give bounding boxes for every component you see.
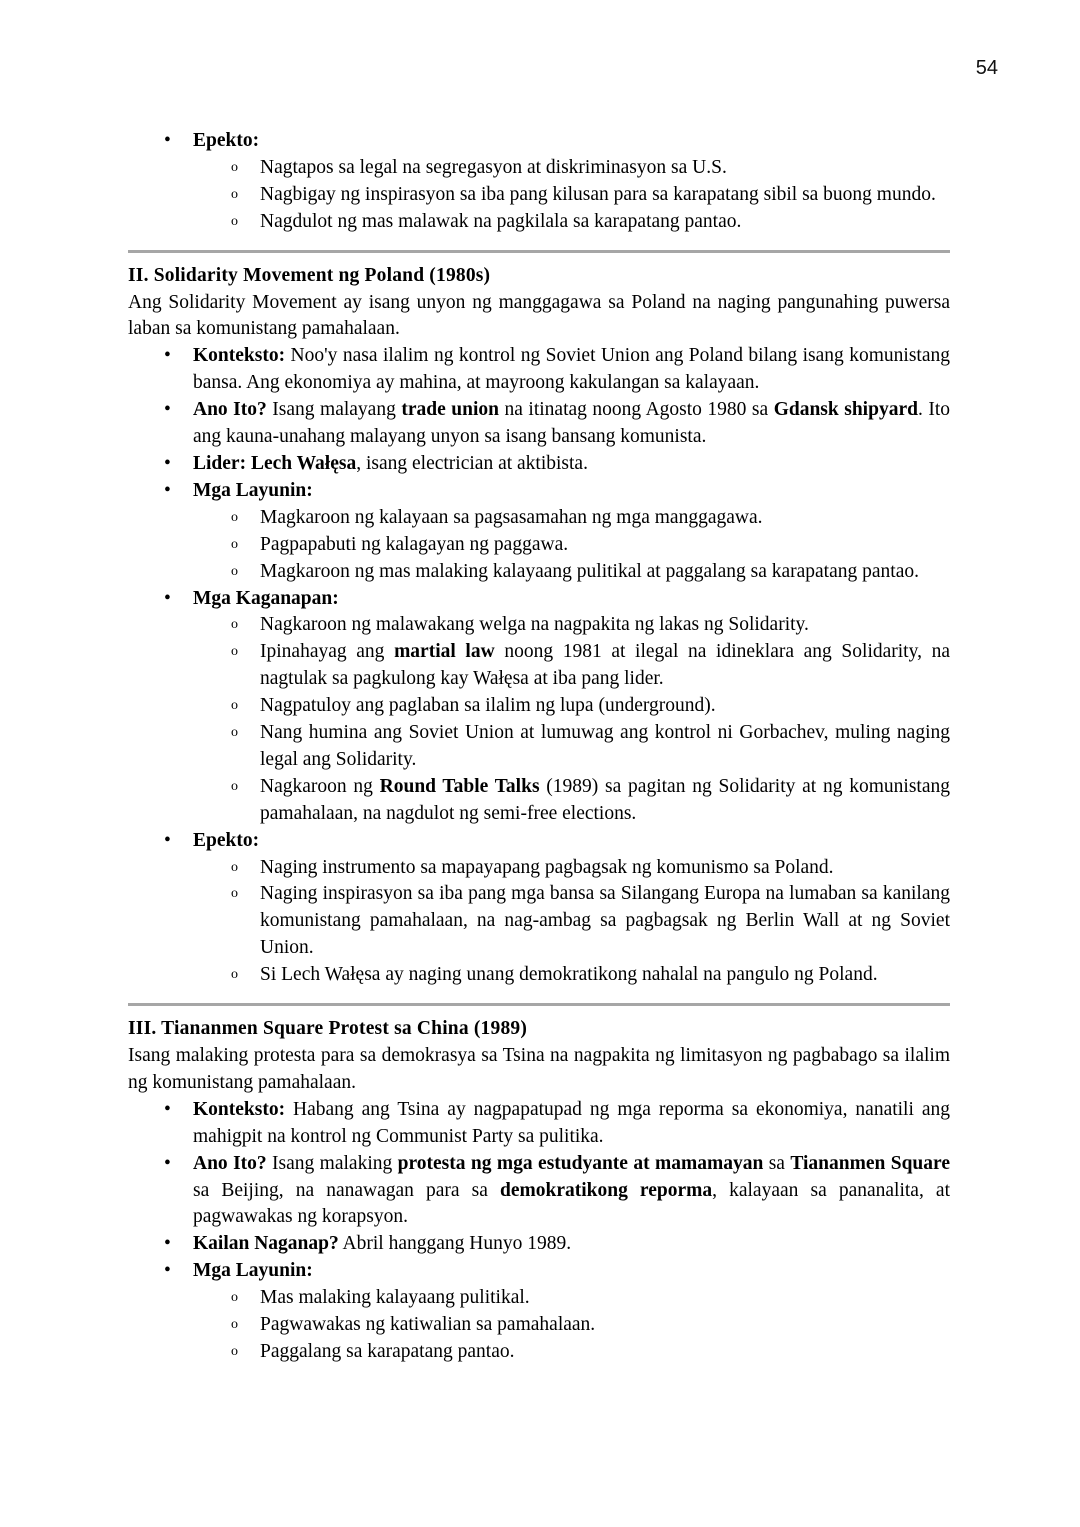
- ano-ito-label: Ano Ito?: [193, 399, 267, 421]
- section-divider: [128, 250, 950, 253]
- list-item: [193, 774, 950, 828]
- bullet-dot-icon: •: [164, 587, 171, 609]
- bullet-dot-icon: •: [164, 829, 171, 851]
- list-item-text-1: Nagkaroon ng: [260, 775, 380, 797]
- ano-ito-text-4: , kalayaan sa pananalita, at pagwawakas ng korapsyon.: [193, 1179, 950, 1228]
- list-item: [193, 1339, 950, 1366]
- list-item: [193, 559, 950, 586]
- section-iii-intro: Isang malaking protesta para sa demokrasya sa Tsina na nagpakita ng limitasyon ng pagbabago sa ilalim ng komunistang pamahalaan.: [128, 1045, 950, 1093]
- list-item-text: Nagdulot ng mas malawak na pagkilala sa karapatang pantao.: [260, 210, 742, 232]
- ano-ito-text-1: Isang malayang: [266, 399, 402, 421]
- konteksto-text: Habang ang Tsina ay nagpapatupad ng mga reporma sa ekonomiya, nanatili ang mahigpit na kontrol ng Communist Party sa pulitika.: [193, 1098, 950, 1147]
- bullet-dot-icon: •: [164, 345, 171, 367]
- bullet-circle-icon: o: [231, 186, 238, 202]
- ano-ito-text-3: . Ito ang kauna-unahang malayang unyon sa isang bansang komunista.: [193, 399, 950, 448]
- list-item-text: Pagpapabuti ng kalagayan ng paggawa.: [260, 533, 569, 555]
- bullet-circle-icon: o: [231, 509, 238, 525]
- lider-label: Lider: Lech Wałęsa: [193, 452, 357, 474]
- epekto-sublist: [193, 855, 950, 990]
- list-item-ano-ito: [128, 397, 950, 451]
- list-item-text: Nagbigay ng inspirasyon sa iba pang kilusan para sa karapatang sibil sa buong mundo.: [260, 183, 936, 205]
- lider-text: , isang electrician at aktibista.: [356, 452, 588, 474]
- list-item-bold: martial law: [394, 641, 495, 663]
- list-item-text-1: Ipinahayag ang: [260, 641, 395, 663]
- list-item: [193, 532, 950, 559]
- list-item-text: Naging inspirasyon sa iba pang mga bansa sa Silangang Europa na lumaban sa kanilang komunistang pamahalaan, na nag-ambag sa pagbagsak ng Berlin Wall at ng Soviet Union.: [260, 883, 950, 959]
- ano-ito-text-2: sa: [763, 1152, 791, 1174]
- konteksto-label: Konteksto:: [193, 1098, 286, 1120]
- bullet-dot-icon: •: [164, 1098, 171, 1120]
- bullet-circle-icon: o: [231, 725, 238, 741]
- list-item-text: Nagpatuloy ang paglaban sa ilalim ng lupa (underground).: [260, 695, 716, 717]
- ano-ito-text-2: na itinatag noong Agosto 1980 sa: [498, 399, 774, 421]
- kailan-label: Kailan Naganap?: [193, 1233, 339, 1255]
- list-item-text-2: (1989) sa pagitan ng Solidarity at ng komunistang pamahalaan, na nagdulot ng semi-free elections.: [260, 775, 950, 824]
- list-item-kaganapan: [128, 586, 950, 828]
- bullet-circle-icon: o: [231, 644, 238, 660]
- layunin-heading: Mga Layunin:: [193, 479, 313, 501]
- bullet-circle-icon: o: [231, 213, 238, 229]
- bullet-circle-icon: o: [231, 967, 238, 983]
- top-epekto-sublist: [193, 155, 950, 236]
- list-item: [193, 505, 950, 532]
- bullet-dot-icon: •: [164, 130, 171, 151]
- list-item-text: Nagkaroon ng malawakang welga na nagpakita ng lakas ng Solidarity.: [260, 614, 809, 636]
- list-item-bold: Round Table Talks: [379, 775, 540, 797]
- list-item: [193, 855, 950, 882]
- list-item-text: Magkaroon ng mas malaking kalayaang pulitikal at paggalang sa karapatang pantao.: [260, 560, 919, 582]
- ano-ito-bold-2: Tiananmen Square: [790, 1152, 950, 1174]
- ano-ito-label: Ano Ito?: [193, 1152, 267, 1174]
- ano-ito-bold-1: trade union: [401, 399, 499, 421]
- bullet-circle-icon: o: [231, 617, 238, 633]
- section-ii-title: II. Solidarity Movement ng Poland (1980s): [128, 264, 491, 286]
- ano-ito-bold-2: Gdansk shipyard: [773, 399, 918, 421]
- bullet-circle-icon: o: [231, 1290, 238, 1306]
- list-item: [193, 720, 950, 774]
- ano-ito-text-3: sa Beijing, na nanawagan para sa: [193, 1179, 500, 1201]
- top-epekto-list: [128, 128, 950, 236]
- bullet-circle-icon: o: [231, 1317, 238, 1333]
- list-item-epekto: [128, 828, 950, 989]
- ano-ito-bold-1: protesta ng mga estudyante at mamamayan: [397, 1152, 764, 1174]
- section-iii-title: III. Tiananmen Square Protest sa China (1989): [128, 1018, 528, 1040]
- list-item: [193, 182, 950, 209]
- list-item-text: Magkaroon ng kalayaan sa pagsasamahan ng mga manggagawa.: [260, 506, 763, 528]
- list-item: [193, 1312, 950, 1339]
- list-item-text: Si Lech Wałęsa ay naging unang demokratikong nahalal na pangulo ng Poland.: [260, 964, 878, 986]
- konteksto-text: Noo'y nasa ilalim ng kontrol ng Soviet Union ang Poland bilang isang komunistang bansa. Ang ekonomiya ay mahina, at mayroong kakulangan sa kalayaan.: [193, 345, 950, 394]
- page-number: 54: [975, 57, 998, 79]
- layunin-heading: Mga Layunin:: [193, 1260, 313, 1282]
- bullet-circle-icon: o: [231, 886, 238, 902]
- list-item-text-2: noong 1981 at ilegal na idineklara ang Solidarity, na nagtulak sa pagkulong kay Wałęsa at iba pang lider.: [260, 641, 950, 690]
- layunin-sublist: [193, 1285, 950, 1366]
- section-iii-list: [128, 1097, 950, 1366]
- list-item: [193, 962, 950, 989]
- bullet-dot-icon: •: [164, 479, 171, 501]
- list-item-text: Pagwawakas ng katiwalian sa pamahalaan.: [260, 1314, 596, 1336]
- list-item-konteksto: [128, 343, 950, 397]
- list-item-layunin: [128, 478, 950, 586]
- bullet-dot-icon: •: [164, 1152, 171, 1174]
- list-item: [193, 612, 950, 639]
- list-item: [193, 209, 950, 236]
- list-item-text: Mas malaking kalayaang pulitikal.: [260, 1287, 530, 1309]
- bullet-circle-icon: o: [231, 1343, 238, 1359]
- list-item: [128, 128, 950, 236]
- kailan-text: Abril hanggang Hunyo 1989.: [338, 1233, 572, 1255]
- bullet-dot-icon: •: [164, 452, 171, 474]
- bullet-circle-icon: o: [231, 536, 238, 552]
- bullet-circle-icon: o: [231, 859, 238, 875]
- list-item-kailan: [128, 1231, 950, 1258]
- section-ii-list: [128, 343, 950, 989]
- section-ii-intro: Ang Solidarity Movement ay isang unyon ng manggagawa sa Poland na naging pangunahing puwersa laban sa komunistang pamahalaan.: [128, 291, 950, 340]
- list-item: [193, 155, 950, 182]
- list-item-lider: [128, 451, 950, 478]
- kaganapan-sublist: [193, 612, 950, 827]
- list-item: [193, 639, 950, 693]
- list-item: [193, 881, 950, 962]
- list-item: [193, 693, 950, 720]
- layunin-sublist: [193, 505, 950, 586]
- list-item-text: Paggalang sa karapatang pantao.: [260, 1340, 515, 1362]
- list-item-text: Nang humina ang Soviet Union at lumuwag ang kontrol ni Gorbachev, muling naging legal ang Solidarity.: [260, 722, 950, 770]
- list-item-layunin: [128, 1258, 950, 1366]
- list-item-konteksto: [128, 1097, 950, 1151]
- bullet-dot-icon: •: [164, 399, 171, 421]
- bullet-dot-icon: •: [164, 1233, 171, 1255]
- list-item: [193, 1285, 950, 1312]
- konteksto-label: Konteksto:: [193, 345, 286, 367]
- ano-ito-text-1: Isang malaking: [266, 1152, 398, 1174]
- kaganapan-heading: Mga Kaganapan:: [193, 587, 339, 609]
- section-divider: [128, 1003, 950, 1006]
- list-item-text: Naging instrumento sa mapayapang pagbagsak ng komunismo sa Poland.: [260, 856, 834, 878]
- bullet-dot-icon: •: [164, 1260, 171, 1282]
- top-epekto-heading: Epekto:: [193, 130, 260, 151]
- bullet-circle-icon: o: [231, 698, 238, 714]
- page-content: [128, 128, 950, 1366]
- epekto-heading: Epekto:: [193, 829, 260, 851]
- bullet-circle-icon: o: [231, 778, 238, 794]
- bullet-circle-icon: o: [231, 159, 238, 175]
- bullet-circle-icon: o: [231, 563, 238, 579]
- list-item-ano-ito: [128, 1151, 950, 1232]
- list-item-text: Nagtapos sa legal na segregasyon at diskriminasyon sa U.S.: [260, 156, 727, 178]
- ano-ito-bold-3: demokratikong reporma: [500, 1179, 713, 1201]
